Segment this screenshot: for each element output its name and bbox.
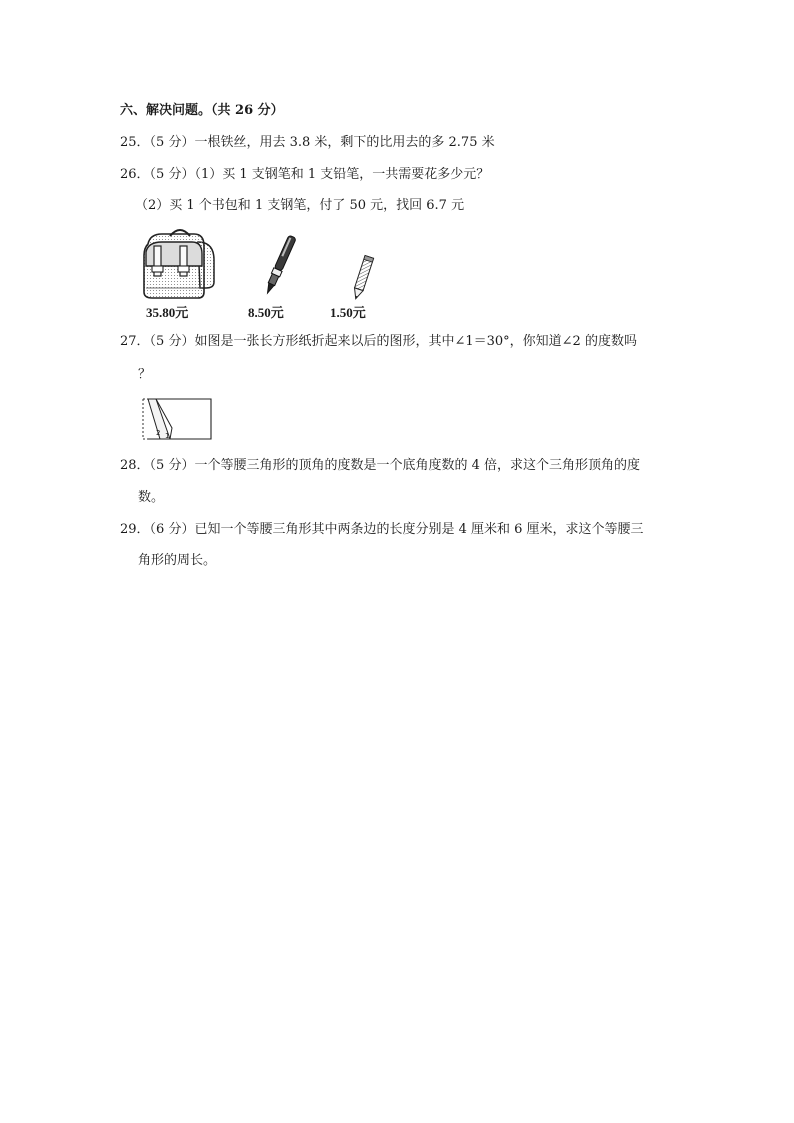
question-26-part2: （2）买 1 个书包和 1 支钢笔，付了 50 元，找回 6.7 元 xyxy=(135,198,465,213)
backpack-icon xyxy=(140,226,220,300)
section-title: 六、解决问题。（共 26 分） xyxy=(120,103,284,118)
angle-1-label: 1 xyxy=(165,432,170,440)
pencil-icon xyxy=(350,254,376,302)
question-27-line1: 27．（5 分）如图是一张长方形纸折起来以后的图形，其中∠1＝30°，你知道∠2 的度数吗 xyxy=(120,334,637,349)
question-27-line2: ？ xyxy=(138,367,152,382)
pencil-price: 1.50元 xyxy=(330,305,366,320)
item-illustrations xyxy=(140,226,400,322)
question-28-line2: 数。 xyxy=(138,490,165,505)
folded-paper-diagram xyxy=(142,398,212,442)
angle-2-label: 2 xyxy=(156,429,161,437)
question-29-line1: 29．（6 分）已知一个等腰三角形其中两条边的长度分别是 4 厘米和 6 厘米，求这个等腰三 xyxy=(120,522,644,537)
pen-price: 8.50元 xyxy=(248,305,284,320)
question-29-line2: 角形的周长。 xyxy=(138,553,217,568)
schoolbag-price: 35.80元 xyxy=(146,305,189,320)
question-25: 25．（5 分）一根铁丝，用去 3.8 米，剩下的比用去的多 2.75 米 xyxy=(120,135,495,150)
pen-icon xyxy=(262,232,298,298)
question-28-line1: 28．（5 分）一个等腰三角形的顶角的度数是一个底角度数的 4 倍，求这个三角形顶角的度 xyxy=(120,458,640,473)
question-26-part1: 26．（5 分）（1）买 1 支钢笔和 1 支铅笔，一共需要花多少元？ xyxy=(120,167,490,182)
